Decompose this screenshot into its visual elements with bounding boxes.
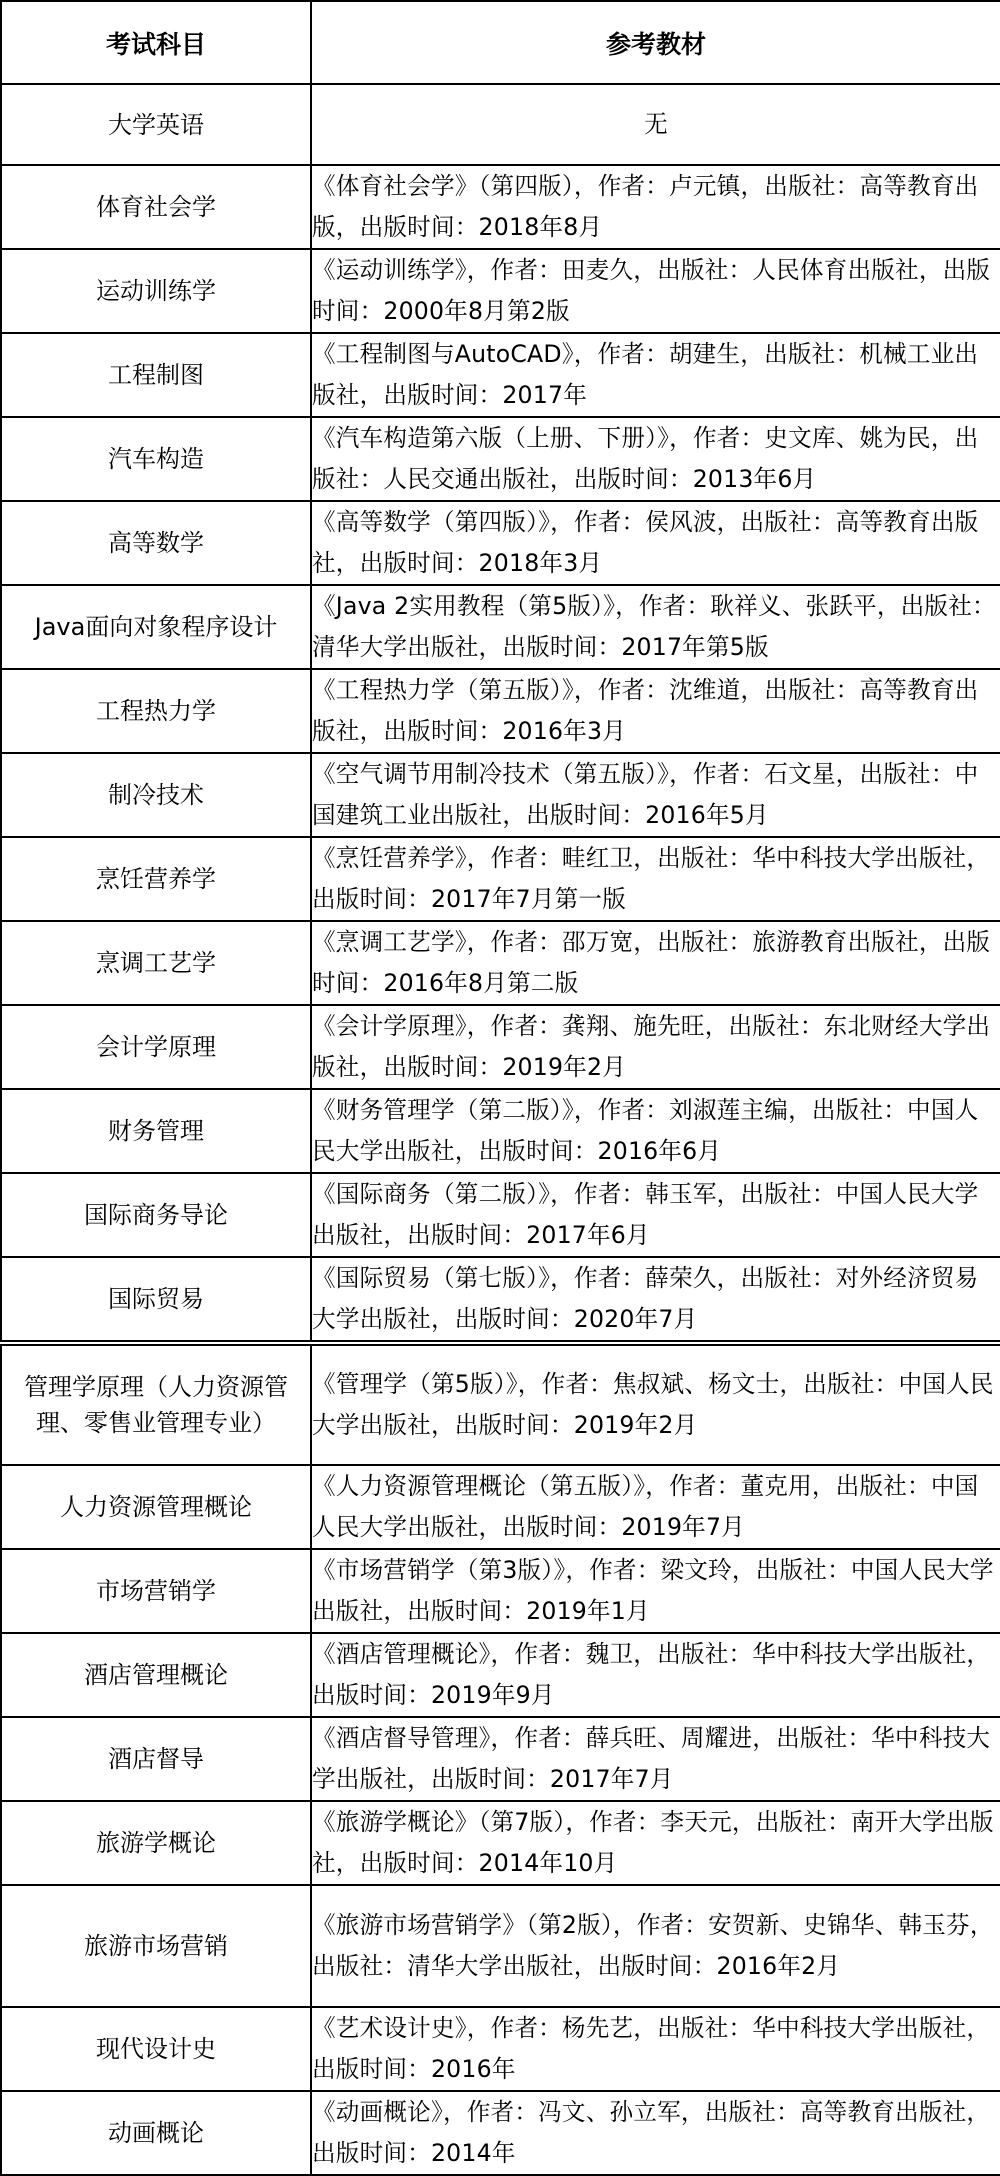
- table-row: [1, 1633, 1000, 1717]
- textbook-cell: 《空气调节用制冷技术（第五版）》，作者：石文星，出版社：中国建筑工业出版社，出版时间：2016年5月: [311, 753, 1000, 837]
- table-row: [1, 1801, 1000, 1885]
- subject-cell: 酒店管理概论: [1, 1633, 311, 1717]
- subject-cell: 运动训练学: [1, 249, 311, 333]
- textbook-cell: 《体育社会学》（第四版），作者：卢元镇，出版社：高等教育出版，出版时间：2018年8月: [311, 165, 1000, 249]
- textbook-cell: 《烹调工艺学》，作者：邵万宽，出版社：旅游教育出版社，出版时间：2016年8月第二版: [311, 921, 1000, 1005]
- header-row: [1, 1, 1000, 84]
- subject-cell: Java面向对象程序设计: [1, 585, 311, 669]
- textbook-cell: 《酒店管理概论》，作者：魏卫，出版社：华中科技大学出版社，出版时间：2019年9月: [311, 1633, 1000, 1717]
- table-row: [1, 1173, 1000, 1257]
- textbook-cell: 《高等数学（第四版）》，作者：侯风波，出版社：高等教育出版社，出版时间：2018年3月: [311, 501, 1000, 585]
- subject-cell: 会计学原理: [1, 1005, 311, 1089]
- subject-cell: 工程热力学: [1, 669, 311, 753]
- table-row: [1, 501, 1000, 585]
- subject-cell: 汽车构造: [1, 417, 311, 501]
- table-row: [1, 1717, 1000, 1801]
- table-row: [1, 837, 1000, 921]
- textbook-cell: 无: [311, 84, 1000, 165]
- table-row: [1, 585, 1000, 669]
- subject-cell: 管理学原理（人力资源管理、零售业管理专业）: [1, 1343, 311, 1465]
- table-row: [1, 1005, 1000, 1089]
- table-row: [1, 1549, 1000, 1633]
- table-row: [1, 417, 1000, 501]
- table-row: [1, 165, 1000, 249]
- subject-cell: 现代设计史: [1, 2007, 311, 2091]
- textbook-cell: 《运动训练学》，作者：田麦久，出版社：人民体育出版社，出版时间：2000年8月第2版: [311, 249, 1000, 333]
- table-row: [1, 2007, 1000, 2091]
- textbook-cell: 《市场营销学（第3版）》，作者：梁文玲，出版社：中国人民大学出版社，出版时间：2019年1月: [311, 1549, 1000, 1633]
- subject-cell: 酒店督导: [1, 1717, 311, 1801]
- textbook-cell: 《工程热力学（第五版）》，作者：沈维道，出版社：高等教育出版社，出版时间：2016年3月: [311, 669, 1000, 753]
- textbook-cell: 《旅游学概论》（第7版），作者：李天元，出版社：南开大学出版社，出版时间：2014年10月: [311, 1801, 1000, 1885]
- subject-cell: 财务管理: [1, 1089, 311, 1173]
- subject-cell: 烹饪营养学: [1, 837, 311, 921]
- subject-cell: 体育社会学: [1, 165, 311, 249]
- subject-cell: 市场营销学: [1, 1549, 311, 1633]
- table-row: [1, 921, 1000, 1005]
- subject-cell: 烹调工艺学: [1, 921, 311, 1005]
- subject-cell: 高等数学: [1, 501, 311, 585]
- textbook-cell: 《国际商务（第二版）》，作者：韩玉军，出版社：中国人民大学出版社，出版时间：2017年6月: [311, 1173, 1000, 1257]
- subject-cell: 工程制图: [1, 333, 311, 417]
- textbook-cell: 《酒店督导管理》，作者：薛兵旺、周耀进，出版社：华中科技大学出版社，出版时间：2017年7月: [311, 1717, 1000, 1801]
- table-row: [1, 753, 1000, 837]
- subject-cell: 国际贸易: [1, 1257, 311, 1343]
- header-subject: 考试科目: [1, 1, 311, 84]
- textbook-cell: 《汽车构造第六版（上册、下册）》，作者：史文库、姚为民，出版社：人民交通出版社，出版时间：2013年6月: [311, 417, 1000, 501]
- table-row: [1, 669, 1000, 753]
- header-textbook: 参考教材: [311, 1, 1000, 84]
- subject-cell: 旅游学概论: [1, 1801, 311, 1885]
- subject-cell: 制冷技术: [1, 753, 311, 837]
- textbook-cell: 《Java 2实用教程（第5版）》，作者：耿祥义、张跃平，出版社：清华大学出版社，出版时间：2017年第5版: [311, 585, 1000, 669]
- subject-cell: 大学英语: [1, 84, 311, 165]
- textbook-cell: 《工程制图与AutoCAD》，作者：胡建生，出版社：机械工业出版社，出版时间：2017年: [311, 333, 1000, 417]
- table-row: [1, 1885, 1000, 2007]
- table-row: [1, 249, 1000, 333]
- textbook-cell: 《人力资源管理概论（第五版）》，作者：董克用，出版社：中国人民大学出版社，出版时间：2019年7月: [311, 1465, 1000, 1549]
- table-row: [1, 1257, 1000, 1343]
- table-row: [1, 333, 1000, 417]
- subject-cell: 人力资源管理概论: [1, 1465, 311, 1549]
- textbook-cell: 《会计学原理》，作者：龚翔、施先旺，出版社：东北财经大学出版社，出版时间：2019年2月: [311, 1005, 1000, 1089]
- subject-cell: 国际商务导论: [1, 1173, 311, 1257]
- textbook-cell: 《动画概论》，作者：冯文、孙立军，出版社：高等教育出版社，出版时间：2014年: [311, 2091, 1000, 2175]
- textbook-cell: 《国际贸易（第七版）》，作者：薛荣久，出版社：对外经济贸易大学出版社，出版时间：2020年7月: [311, 1257, 1000, 1343]
- subject-cell: 动画概论: [1, 2091, 311, 2175]
- textbook-cell: 《财务管理学（第二版）》，作者：刘淑莲主编，出版社：中国人民大学出版社，出版时间：2016年6月: [311, 1089, 1000, 1173]
- textbook-cell: 《烹饪营养学》，作者：畦红卫，出版社：华中科技大学出版社，出版时间：2017年7月第一版: [311, 837, 1000, 921]
- table-row: [1, 1089, 1000, 1173]
- table-row: [1, 1343, 1000, 1465]
- table-row: [1, 84, 1000, 165]
- textbook-cell: 《管理学（第5版）》，作者：焦叔斌、杨文士，出版社：中国人民大学出版社，出版时间：2019年2月: [311, 1343, 1000, 1465]
- textbook-cell: 《旅游市场营销学》（第2版），作者：安贺新、史锦华、韩玉芬，出版社：清华大学出版社，出版时间：2016年2月: [311, 1885, 1000, 2007]
- textbook-cell: 《艺术设计史》，作者：杨先艺，出版社：华中科技大学出版社，出版时间：2016年: [311, 2007, 1000, 2091]
- table-row: [1, 2091, 1000, 2175]
- table-row: [1, 1465, 1000, 1549]
- subject-cell: 旅游市场营销: [1, 1885, 311, 2007]
